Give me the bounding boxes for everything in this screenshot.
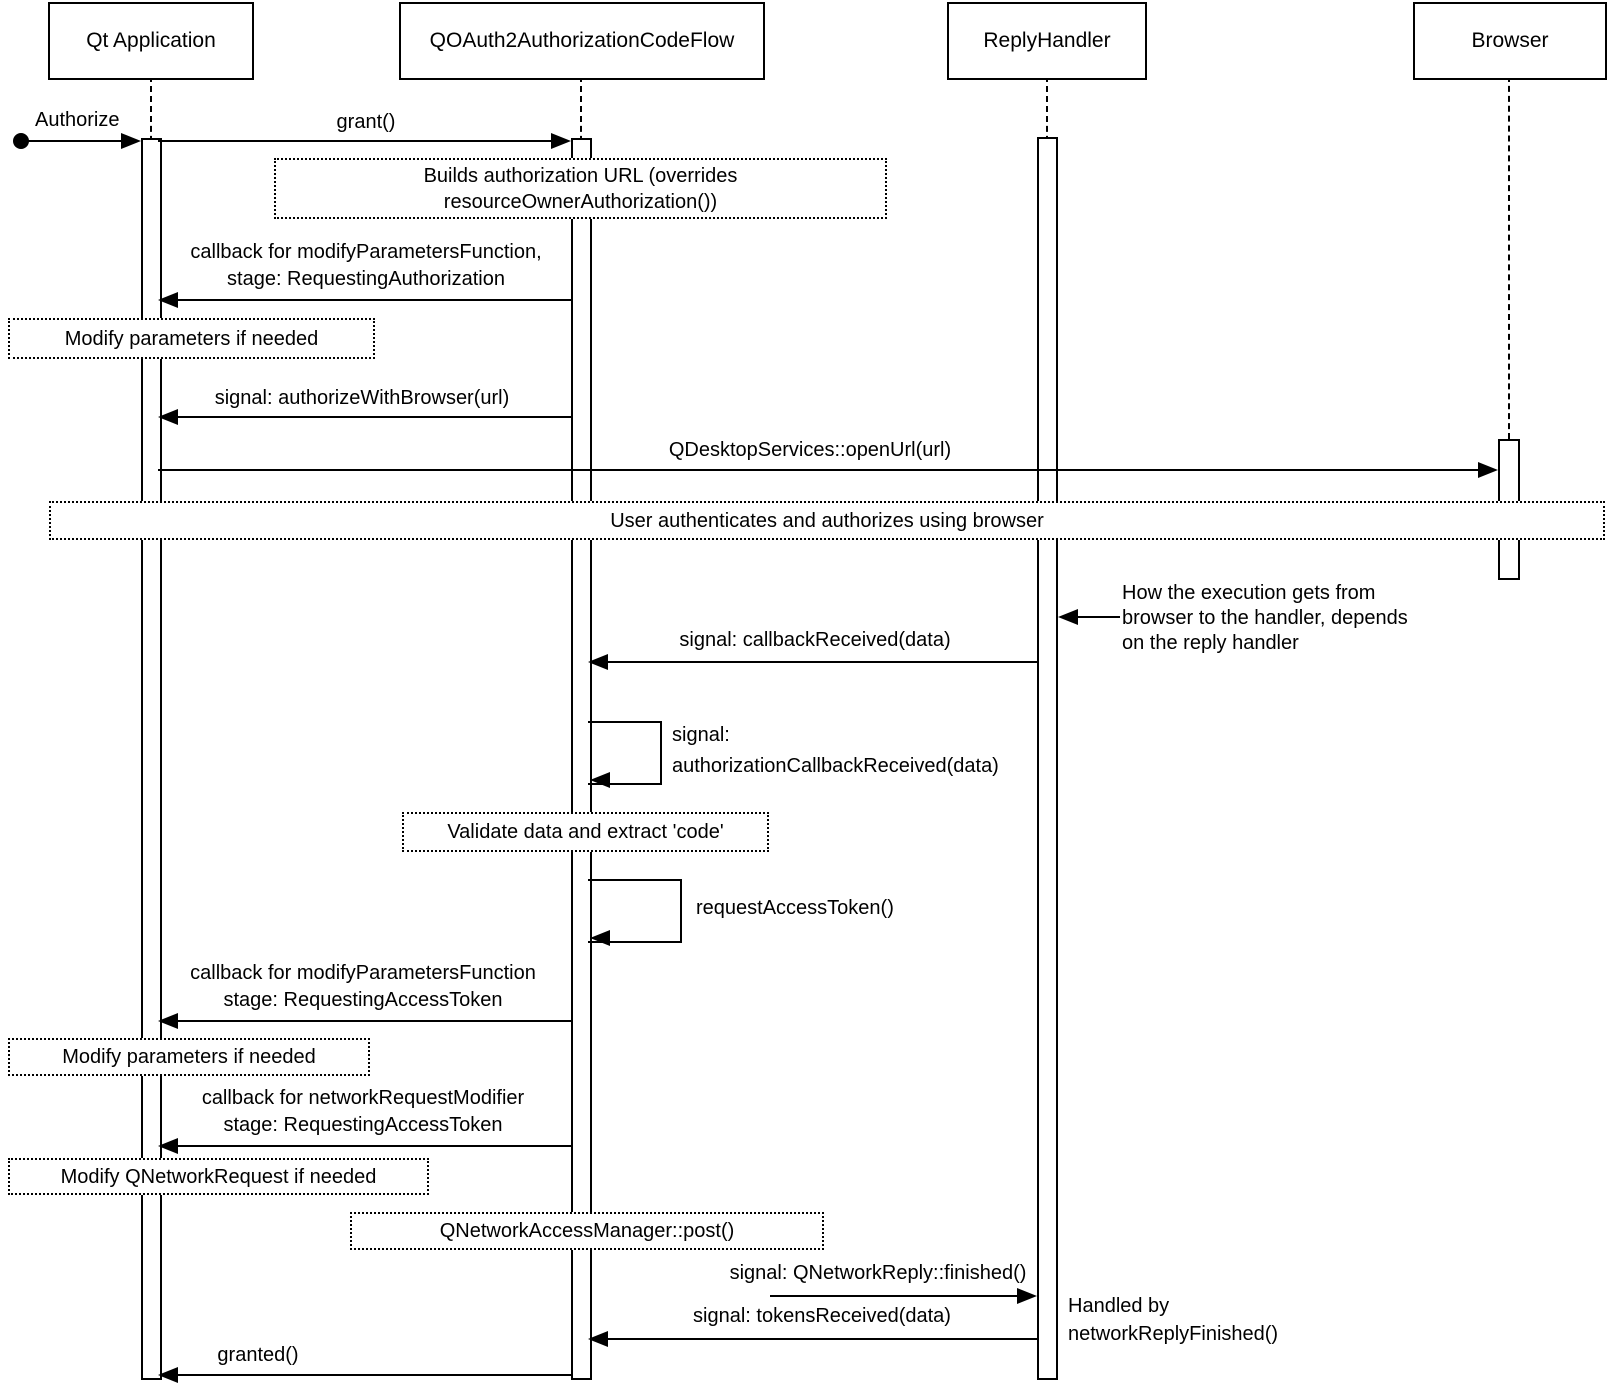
self-message-auth-callback-received-line1: signal:	[672, 724, 730, 746]
message-open-url-label: QDesktopServices::openUrl(url)	[668, 439, 952, 461]
note-modify-parameters-1	[8, 318, 375, 359]
message-network-request-modifier-label	[202, 1085, 524, 1139]
note-builds-authorization-url-line2: resourceOwnerAuthorization())	[443, 190, 718, 213]
message-callback-access-token-line1: callback for modifyParametersFunction	[190, 962, 536, 984]
note-modify-parameters-2	[8, 1038, 370, 1076]
message-callback-authorization-line1: callback for modifyParametersFunction,	[190, 241, 542, 263]
message-callback-authorization-label	[190, 239, 541, 293]
message-callback-received-arrowhead	[588, 654, 608, 670]
note-qnam-post	[350, 1212, 824, 1250]
start-arrowhead	[121, 133, 141, 149]
message-callback-access-token-line	[176, 1020, 571, 1022]
message-callback-received-line	[606, 661, 1037, 663]
message-callback-authorization-line2: stage: RequestingAuthorization	[227, 268, 505, 290]
note-modify-parameters-1-text: Modify parameters if needed	[64, 327, 319, 350]
lifeline-browser	[1508, 76, 1510, 439]
note-builds-authorization-url	[274, 158, 887, 219]
message-granted-label: granted()	[217, 1344, 299, 1366]
message-authorize-with-browser-line	[176, 416, 571, 418]
note-validate-data-text: Validate data and extract 'code'	[447, 821, 724, 843]
message-callback-authorization-line	[176, 299, 571, 301]
note-modify-qnetworkrequest	[8, 1158, 429, 1195]
message-callback-access-token-arrowhead	[158, 1013, 178, 1029]
actor-replyhandler-label: ReplyHandler	[983, 29, 1111, 52]
message-granted-arrowhead	[158, 1367, 178, 1383]
self-message-request-access-token-label: requestAccessToken()	[696, 897, 894, 919]
note-user-authenticates	[49, 501, 1605, 540]
message-tokens-received-line	[606, 1338, 1037, 1340]
message-open-url-line	[158, 469, 1480, 471]
note-qnam-post-text: QNetworkAccessManager::post()	[439, 1220, 735, 1242]
actor-qoauth2-flow-label: QOAuth2AuthorizationCodeFlow	[429, 29, 735, 52]
message-network-reply-finished-arrowhead	[1017, 1288, 1037, 1304]
message-callback-access-token-line2: stage: RequestingAccessToken	[223, 989, 503, 1011]
actor-browser	[1413, 2, 1607, 80]
message-grant-arrowhead	[551, 133, 571, 149]
activation-replyhandler	[1037, 137, 1058, 1380]
self-message-request-access-token-arrowhead	[590, 930, 610, 946]
actor-qt-application	[48, 2, 254, 80]
start-label: Authorize	[35, 109, 120, 131]
message-open-url-arrowhead	[1478, 462, 1498, 478]
message-network-request-modifier-line	[176, 1145, 571, 1147]
self-message-auth-callback-received-line2: authorizationCallbackReceived(data)	[672, 755, 999, 777]
message-callback-authorization-arrowhead	[158, 292, 178, 308]
message-authorize-with-browser-arrowhead	[158, 409, 178, 425]
note-builds-authorization-url-line1: Builds authorization URL (overrides	[423, 164, 738, 187]
note-validate-data	[402, 812, 769, 852]
note-modify-qnetworkrequest-text: Modify QNetworkRequest if needed	[60, 1165, 377, 1188]
message-callback-received-label: signal: callbackReceived(data)	[679, 629, 951, 651]
message-grant-label: grant()	[336, 111, 396, 133]
message-granted-line	[176, 1374, 571, 1376]
message-network-request-modifier-line1: callback for networkRequestModifier	[201, 1087, 525, 1109]
comment-reply-handler	[1122, 581, 1408, 656]
message-network-reply-finished-label: signal: QNetworkReply::finished()	[729, 1262, 1027, 1284]
actor-qt-application-label: Qt Application	[86, 29, 216, 52]
comment-reply-handler-line2: browser to the handler, depends	[1122, 607, 1408, 629]
actor-qoauth2-flow	[399, 2, 765, 80]
note-modify-parameters-2-text: Modify parameters if needed	[62, 1046, 316, 1068]
message-tokens-received-label: signal: tokensReceived(data)	[693, 1305, 951, 1327]
message-callback-access-token-label	[190, 960, 536, 1014]
actor-replyhandler	[947, 2, 1147, 80]
message-authorize-with-browser-label: signal: authorizeWithBrowser(url)	[214, 387, 510, 409]
comment-reply-handler-line1: How the execution gets from	[1122, 582, 1376, 604]
comment-reply-handler-line	[1074, 616, 1120, 618]
comment-handled-by	[1068, 1292, 1278, 1348]
message-network-request-modifier-arrowhead	[158, 1138, 178, 1154]
self-message-auth-callback-received-arrowhead	[590, 772, 610, 788]
comment-reply-handler-line3: on the reply handler	[1122, 632, 1299, 654]
note-user-authenticates-text: User authenticates and authorizes using browser	[610, 509, 1044, 532]
message-network-reply-finished-line	[770, 1295, 1019, 1297]
start-arrow-line	[27, 140, 125, 142]
actor-browser-label: Browser	[1471, 29, 1549, 52]
comment-handled-by-line1: Handled by	[1068, 1295, 1170, 1317]
message-grant-line	[158, 140, 553, 142]
comment-handled-by-line2: networkReplyFinished()	[1068, 1323, 1279, 1345]
message-tokens-received-arrowhead	[588, 1331, 608, 1347]
message-network-request-modifier-line2: stage: RequestingAccessToken	[223, 1114, 503, 1136]
self-message-auth-callback-received-label	[672, 720, 999, 782]
